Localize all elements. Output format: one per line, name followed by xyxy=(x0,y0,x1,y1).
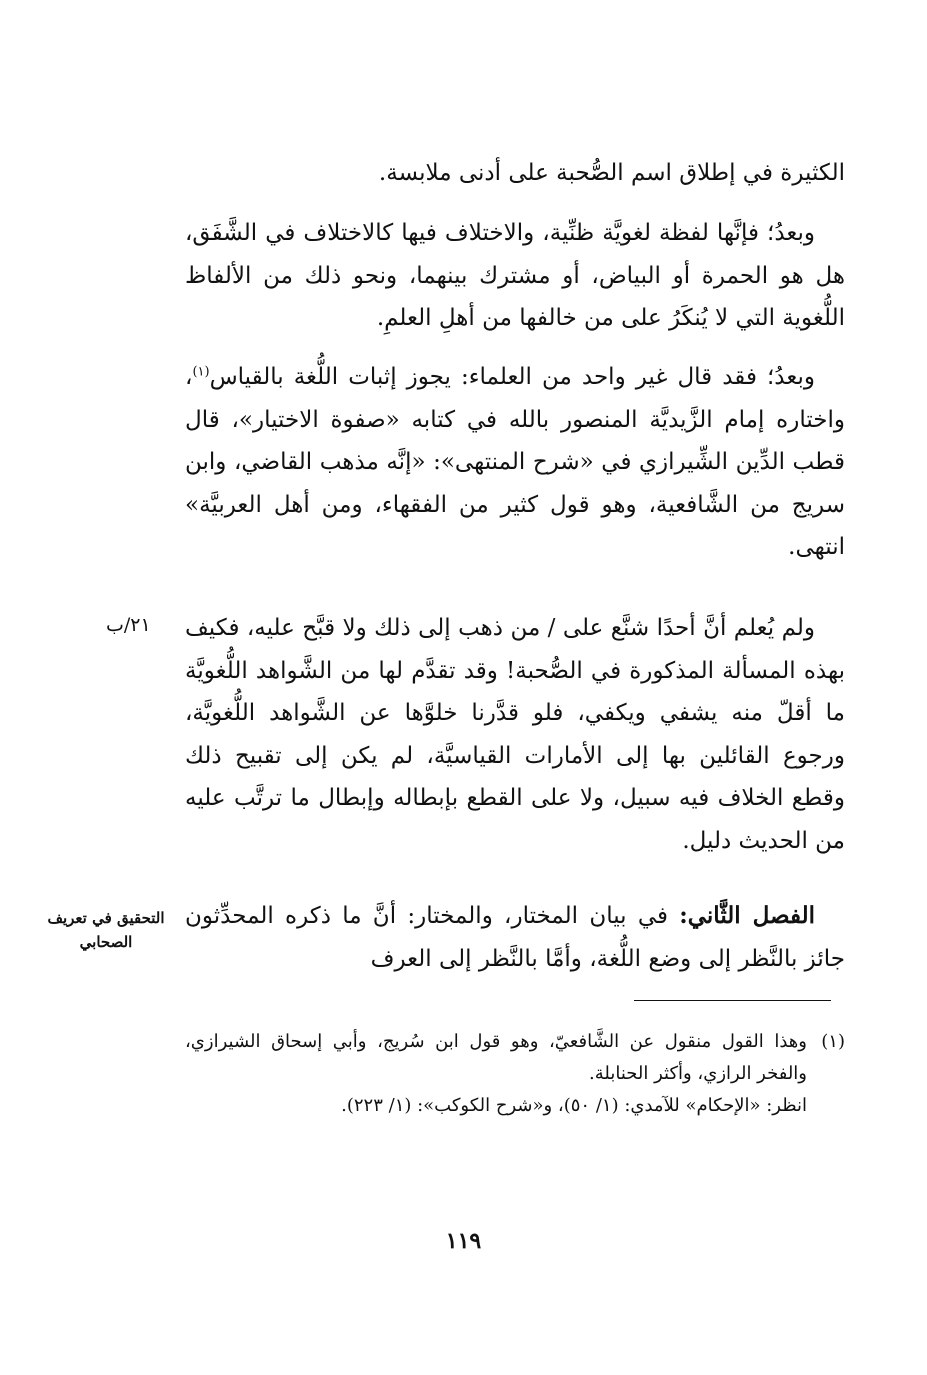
footnote-divider xyxy=(634,1000,831,1001)
margin-topic-note xyxy=(42,906,170,954)
paragraph-objection: ولم يُعلم أنَّ أحدًا شنَّع على / من ذهب إلى ذلك ولا قبَّح عليه، فكيف بهذه المسألة المذكورة في الصُّحبة! وقد تقدَّم لها من الشَّواهد اللُّغويَّة ما أقلّ منه يشفي ويكفي، فلو قدَّرنا خلوَّها عن الشَّواهد اللُّغويَّة، ورجوع القائلين بها إلى الأمارات القياسيَّة، لم يكن إلى تقبيح ذلك وقطع الخلاف فيه سبيل، ولا على القطع بإبطاله وإبطال ما ترتَّب عليه من الحديث دليل. xyxy=(185,615,845,854)
chapter-heading: الفصل الثَّاني: xyxy=(679,902,816,929)
margin-topic-line-1: التحقيق في تعريف xyxy=(47,909,165,927)
paragraph-shafaq: وبعدُ؛ فإنَّها لفظة لغويَّة ظنِّية، والاختلاف فيها كالاختلاف في الشَّفَق، هل هو الحمرة أو البياض، أو مشترك بينهما، ونحو ذلك من الألفاظ اللُّغوية التي لا يُنكَرُ على من خالفها من أهلِ العلمِ. xyxy=(185,220,845,331)
footnote-ref-1: (١) xyxy=(192,364,210,380)
folio-marker: ٢١/ب xyxy=(106,614,151,636)
footnote-1 xyxy=(185,1026,845,1090)
chapter-text: في بيان المختار، والمختار: أنَّ ما ذكره المحدِّثون جائز بالنَّظر إلى وضع اللُّغة، وأمَّا بالنَّظر إلى العرف xyxy=(185,903,845,972)
main-text xyxy=(185,152,845,195)
footnote-text: وهذا القول منقول عن الشَّافعيّ، وهو قول ابن سُريج، وأبي إسحاق الشيرازي، والفخر الرازي، وأكثر الحنابلة. xyxy=(185,1031,807,1084)
paragraph-5 xyxy=(185,895,845,980)
paragraph-3 xyxy=(185,356,845,569)
footnote-reference: انظر: «الإحكام» للآمدي: (١/ ٥٠)، و«شرح الكوكب»: (١/ ٢٢٣). xyxy=(341,1095,807,1116)
chapter-two-paragraph xyxy=(185,895,845,980)
paragraph-qiyas-start: وبعدُ؛ فقد قال غير واحد من العلماء: يجوز إثبات اللُّغة بالقياس xyxy=(209,364,815,390)
paragraph-4 xyxy=(185,607,845,862)
footnotes xyxy=(185,1026,845,1122)
footnote-number: (١) xyxy=(821,1031,845,1052)
paragraph-2 xyxy=(185,212,845,340)
margin-topic-line-2: الصحابي xyxy=(79,933,133,951)
paragraph-qiyas xyxy=(185,356,845,569)
paragraph-qiyas-rest: ، واختاره إمام الزَّيديَّة المنصور بالله في كتابه «صفوة الاختيار»، قال قطب الدِّين الشِّيرازي في «شرح المنتهى»: «إنَّه مذهب القاضي، وابن سريج من الشَّافعية، وهو قول كثير من الفقهاء، ومن أهل العربيَّة» انتهى. xyxy=(185,364,845,560)
paragraph-continuation: الكثيرة في إطلاق اسم الصُّحبة على أدنى ملابسة. xyxy=(378,160,845,186)
page-number: ١١٩ xyxy=(445,1228,482,1254)
